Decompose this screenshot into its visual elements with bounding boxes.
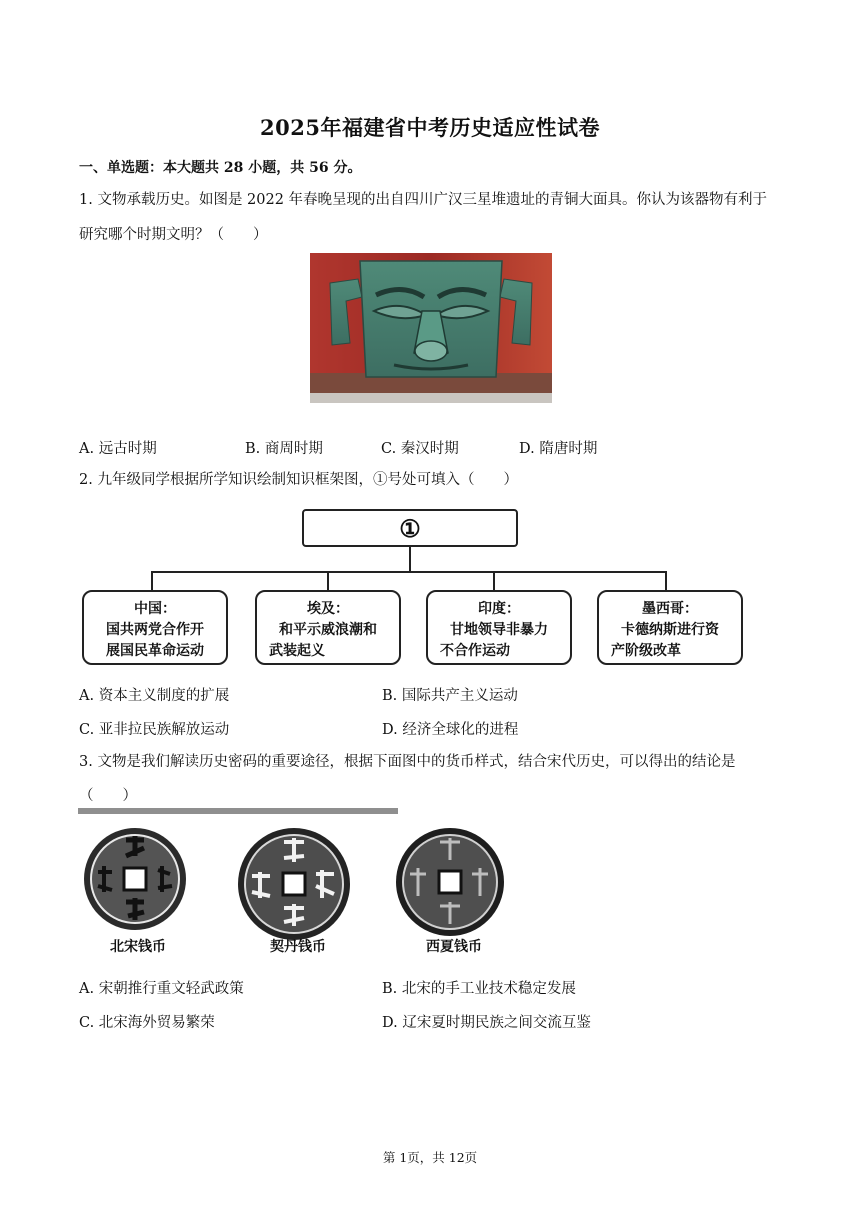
q1-stem-line2: 研究哪个时期文明？（ ） — [79, 227, 268, 243]
diagram-box-india — [426, 590, 572, 665]
box-title: 墨西哥： — [642, 601, 698, 617]
coin-label-northern-song: 北宋钱币 — [110, 939, 166, 955]
q3-stem-line1: 3. 文物是我们解读历史密码的重要途径，根据下面图中的货币样式，结合宋代历史，可以得出的结论是 — [79, 754, 736, 770]
bronze-mask-image — [310, 253, 552, 403]
q3-option-a[interactable]: A. 宋朝推行重文轻武政策 — [79, 981, 244, 997]
northern-song-coin-icon — [82, 826, 188, 932]
diagram-tick — [327, 571, 329, 591]
box-title: 印度： — [478, 601, 520, 617]
q2-option-a[interactable]: A. 资本主义制度的扩展 — [79, 688, 230, 704]
box-line: 和平示威浪潮和 — [279, 622, 377, 638]
q2-option-d[interactable]: D. 经济全球化的进程 — [382, 722, 519, 738]
diagram-box-mexico — [597, 590, 743, 665]
coin-label-western-xia: 西夏钱币 — [426, 939, 482, 955]
box-title: 埃及： — [307, 601, 349, 617]
box-line: 卡德纳斯进行资 — [621, 622, 719, 638]
q3-option-b[interactable]: B. 北宋的手工业技术稳定发展 — [382, 981, 576, 997]
page-title: 2025年福建省中考历史适应性试卷 — [260, 115, 600, 140]
box-line: 不合作运动 — [440, 643, 510, 659]
coin-label-khitan: 契丹钱币 — [270, 939, 326, 955]
cropped-caption-strip — [78, 808, 398, 818]
q1-option-d[interactable]: D. 隋唐时期 — [519, 441, 598, 457]
khitan-coin-icon — [236, 826, 352, 942]
q3-option-c[interactable]: C. 北宋海外贸易繁荣 — [79, 1015, 215, 1031]
diagram-tick — [493, 571, 495, 591]
q1-option-b[interactable]: B. 商周时期 — [245, 441, 323, 457]
box-line: 国共两党合作开 — [106, 622, 204, 638]
q1-option-c[interactable]: C. 秦汉时期 — [381, 441, 459, 457]
q1-stem-line1: 1. 文物承载历史。如图是 2022 年春晚呈现的出自四川广汉三星堆遗址的青铜大面具。你认为该器物有利于 — [79, 192, 768, 208]
box-line: 甘地领导非暴力 — [450, 622, 548, 638]
diagram-branch-line — [151, 571, 667, 573]
q1-option-a[interactable]: A. 远古时期 — [79, 441, 157, 457]
box-line: 展国民革命运动 — [106, 643, 204, 659]
knowledge-framework-diagram — [80, 505, 745, 670]
box-line: 武装起义 — [269, 643, 325, 659]
diagram-top-box: ① — [302, 509, 518, 547]
q2-option-c[interactable]: C. 亚非拉民族解放运动 — [79, 722, 230, 738]
page-footer: 第 1页，共 12页 — [382, 1150, 478, 1165]
q2-stem: 2. 九年级同学根据所学知识绘制知识框架图，①号处可填入（ ） — [79, 472, 518, 488]
q3-stem-line2: （ ） — [79, 788, 137, 804]
q3-option-d[interactable]: D. 辽宋夏时期民族之间交流互鉴 — [382, 1015, 591, 1031]
section-heading: 一、单选题：本大题共 28 小题，共 56 分。 — [79, 160, 362, 176]
diagram-box-egypt — [255, 590, 401, 665]
coins-image — [78, 808, 498, 968]
box-line: 产阶级改革 — [611, 643, 681, 659]
q2-option-b[interactable]: B. 国际共产主义运动 — [382, 688, 518, 704]
diagram-box-china — [82, 590, 228, 665]
western-xia-coin-icon — [394, 826, 506, 938]
diagram-tick — [665, 571, 667, 591]
diagram-tick — [151, 571, 153, 591]
box-title: 中国： — [134, 601, 176, 617]
diagram-connector — [409, 547, 411, 571]
